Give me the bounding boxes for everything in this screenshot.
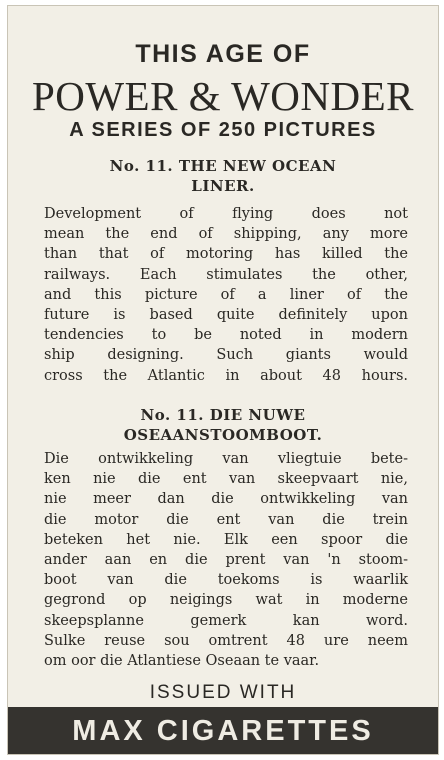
afrikaans-body-line: ken nie die ent van skeepvaart nie,: [44, 471, 408, 488]
english-body-line: than that of motoring has killed the: [44, 246, 408, 263]
english-body-line: tendencies to be noted in modern: [44, 327, 408, 344]
afrikaans-body-line: boot van die toekoms is waarlik: [44, 572, 408, 589]
afrikaans-body-line: om oor die Atlantiese Oseaan te vaar.: [44, 653, 320, 670]
afrikaans-body-line: Die ontwikkeling van vliegtuie bete-: [44, 451, 408, 467]
english-body-line: cross the Atlantic in about 48 hours.: [44, 367, 408, 384]
english-body-line: mean the end of shipping, any more: [44, 226, 408, 243]
afrikaans-description: [44, 449, 408, 671]
cigarette-card-back: [7, 5, 439, 755]
english-body-line: ship designing. Such giants would: [44, 347, 408, 364]
afrikaans-body-line: gegrond op neigings wat in moderne: [44, 592, 408, 609]
english-body-line: and this picture of a liner of the: [44, 286, 408, 303]
afrikaans-body-line: beteken het nie. Elk een spoor die: [44, 531, 408, 548]
afrikaans-title-line: OSEAANSTOOMBOOT.: [123, 426, 323, 444]
english-card-title: [28, 156, 418, 196]
english-title-line: No. 11. THE NEW OCEAN: [109, 157, 337, 175]
english-body-line: Development of flying does not: [44, 206, 408, 222]
series-subtitle: A SERIES OF 250 PICTURES: [69, 119, 377, 141]
series-title-line-1: THIS AGE OF: [135, 40, 311, 68]
english-description: [44, 204, 408, 386]
afrikaans-body-line: ander aan en die prent van 'n stoom-: [44, 552, 408, 569]
afrikaans-body-line: nie meer dan die ontwikkeling van: [44, 491, 408, 508]
afrikaans-title-line: No. 11. DIE NUWE: [140, 406, 306, 424]
english-body-line: future is based quite definitely upon: [44, 307, 408, 324]
afrikaans-body-line: skeepsplanne gemerk kan word.: [44, 612, 408, 629]
english-title-line: LINER.: [191, 177, 255, 195]
afrikaans-card-title: [28, 405, 418, 445]
afrikaans-body-line: Sulke reuse sou omtrent 48 ure neem: [44, 632, 408, 649]
english-body-line: railways. Each stimulates the other,: [44, 266, 408, 283]
issued-with-label: ISSUED WITH: [149, 682, 297, 703]
series-title-main: POWER & WONDER: [31, 73, 415, 119]
afrikaans-body-line: die motor die ent van die trein: [44, 511, 408, 528]
brand-banner: MAX CIGARETTES: [8, 707, 438, 755]
